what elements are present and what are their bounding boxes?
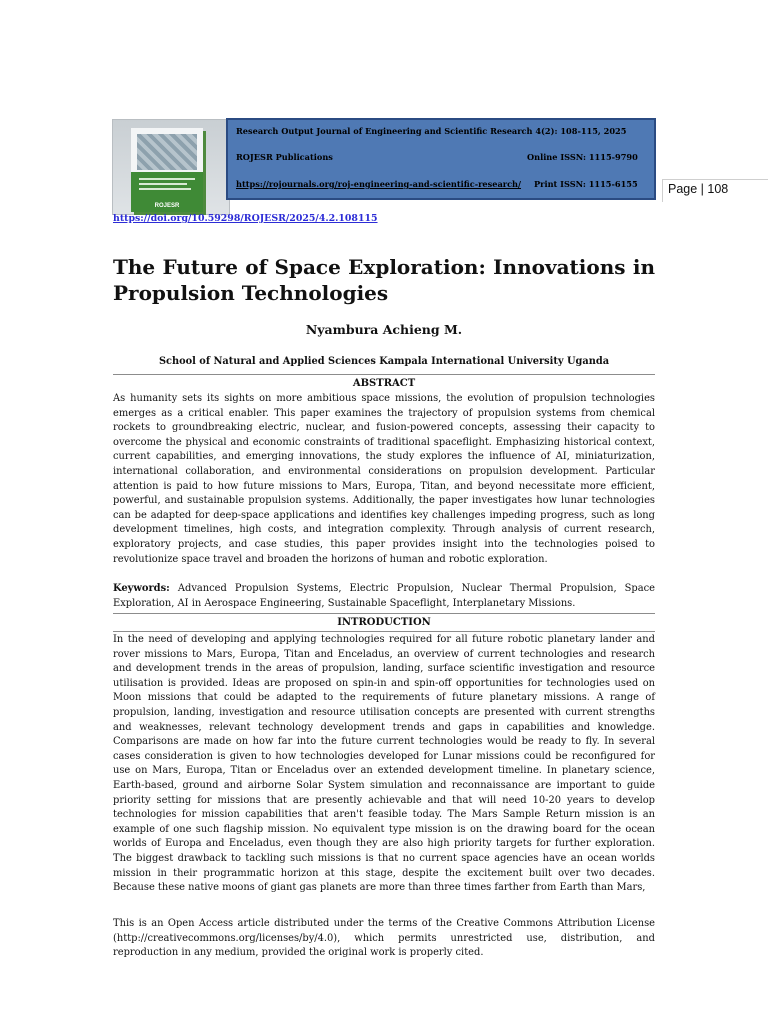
divider xyxy=(113,613,655,614)
cover-book xyxy=(131,128,203,212)
license-notice: This is an Open Access article distributed under the terms of the Creative Commons Attribution License (http://creativecommons.org/licenses/by/4.0), which permits unrestricted use, distribution, and reproduction in any medium, provided the original work is properly cited. xyxy=(113,918,655,959)
article-author: Nyambura Achieng M. xyxy=(305,322,463,337)
doi-link[interactable]: https://doi.org/10.59298/ROJESR/2025/4.2.108115 xyxy=(113,213,378,224)
journal-name: Research Output Journal of Engineering and Scientific Research 4(2): 108-115, 2025 xyxy=(236,126,627,136)
abstract-text: As humanity sets its sights on more ambitious space missions, the evolution of propulsion technologies emerges as a critical enabler. This paper examines the trajectory of propulsion systems from chemical rockets to groundbreaking electric, nuclear, and fusion-powered concepts, assessing their capacity to overcome the physical and economic constraints of traditional spaceflight. Emphasizing historical context, current capabilities, and emerging innovations, the study explores the influence of AI, miniaturization, international collaboration, and environmental considerations on propulsion development. Particular attention is paid to how future missions to Mars, Europa, Titan, and beyond necessitate more efficient, powerful, and sustainable propulsion systems. Additionally, the paper investigates how lunar technologies can be adapted for deep-space applications and identifies key challenges impeding progress, such as long development timelines, high costs, and integration complexity. Through analysis of current research, exploratory projects, and case studies, this paper provides insight into the technologies poised to revolutionize space travel and broaden the horizons of human and robotic exploration. xyxy=(113,393,655,565)
divider xyxy=(113,374,655,375)
url-row xyxy=(236,179,644,189)
cover-artwork xyxy=(137,134,197,170)
publisher-row xyxy=(236,152,644,162)
divider xyxy=(113,631,655,632)
article-title: The Future of Space Exploration: Innovations in Propulsion Technologies xyxy=(113,255,655,305)
cover-green-band xyxy=(131,172,203,212)
print-issn: Print ISSN: 1115-6155 xyxy=(534,179,638,189)
journal-header-box xyxy=(226,118,656,200)
introduction-heading: INTRODUCTION xyxy=(337,617,431,628)
page-number: Page | 108 xyxy=(668,182,729,196)
page-number-box xyxy=(662,179,768,202)
cover-brand: ROJESR xyxy=(154,203,180,209)
journal-cover-image xyxy=(112,119,230,215)
introduction-text: In the need of developing and applying technologies required for all future robotic planetary lander and rover missions to Mars, Europa, Titan and Enceladus, an overview of current technologies and research and development trends in the areas of propulsion, landing, surface scientific investigation and resource utilisation is provided. Ideas are proposed on spin-in and spin-off opportunities for technologies used on Moon missions that could be adapted to the requirements of future planetary missions. A range of propulsion, landing, investigation and resource utilisation concepts are presented with current strengths and weaknesses, relevant technology development trends and gaps in capabilities and knowledge. Comparisons are made on how far into the future current technologies would be ready to fly. In several cases consideration is given to how technologies developed for Lunar missions could be reconfigured for use on Mars, Europa, Titan or Enceladus over an extended development timeline. In planetary science, Earth-based, ground and airborne Solar System simulation and reconnaissance are important to guide priority setting for missions that are presently achievable and that will need 10-20 years to develop technologies for mission capabilities that aren't feasible today. The Mars Sample Return mission is an example of one such flagship mission. No equivalent type mission is on the drawing board for the ocean worlds of Europa and Enceladus, even though they are also high priority targets for further exploration. The biggest drawback to tackling such missions is that no current space agencies have an ocean worlds mission in their programmatic horizon at this stage, despite the excitement built over two decades. Because these native moons of giant gas planets are more than three times farther from Earth than Mars, xyxy=(113,634,655,894)
publisher-name: ROJESR Publications xyxy=(236,152,333,162)
journal-url-link[interactable]: https://rojournals.org/roj-engineering-and-scientific-research/ xyxy=(236,179,522,189)
abstract-heading: ABSTRACT xyxy=(352,378,416,389)
keywords-label: Keywords: xyxy=(113,583,170,594)
keywords-paragraph xyxy=(113,582,655,611)
author-affiliation: School of Natural and Applied Sciences Kampala International University Uganda xyxy=(158,356,610,367)
online-issn: Online ISSN: 1115-9790 xyxy=(527,152,638,162)
keywords-text: Advanced Propulsion Systems, Electric Propulsion, Nuclear Thermal Propulsion, Space Exploration, AI in Aerospace Engineering, Sustainable Spaceflight, Interplanetary Missions. xyxy=(113,583,656,609)
